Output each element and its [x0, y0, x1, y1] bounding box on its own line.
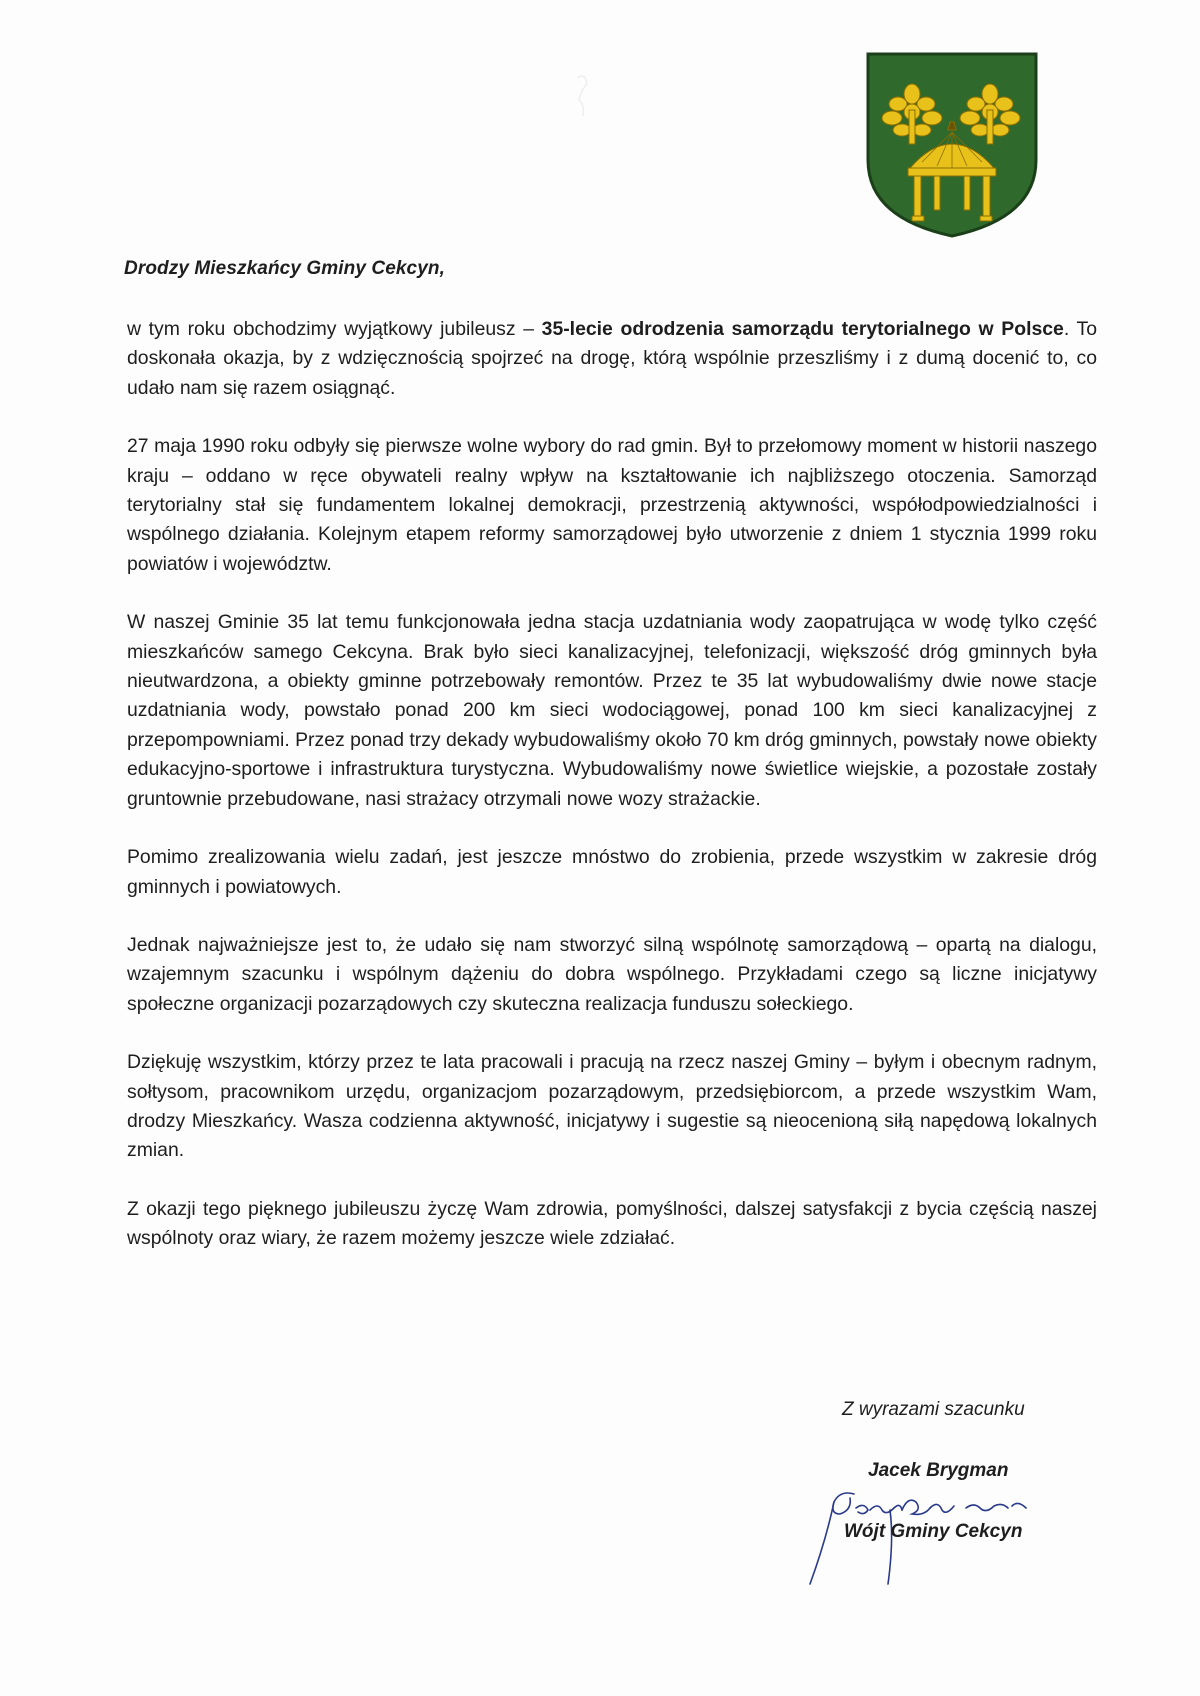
- paragraph-1: [127, 315, 1097, 403]
- signer-name: Jacek Brygman: [868, 1460, 1009, 1481]
- paragraph-3: W naszej Gminie 35 lat temu funkcjonowała jedna stacja uzdatniania wody zaopatrująca w wodę tylko część mieszkańców samego Cekcyna. Brak było sieci kanalizacyjnej, telefonizacji, większość dróg gminnych była nieutwardzona, a obiekty gminne potrzebowały remontów. Przez te 35 lat wybudowaliśmy dwie nowe stacje uzdatniania wody, powstało ponad 200 km sieci wodociągowej, ponad 100 km sieci kanalizacyjnej z przepompowniami. Przez ponad trzy dekady wybudowaliśmy około 70 km dróg gminnych, powstały nowe obiekty edukacyjno-sportowe i infrastruktura turystyczna. Wybudowaliśmy nowe świetlice wiejskie, a pozostałe zostały gruntownie przebudowane, nasi strażacy otrzymali nowe wozy strażackie.: [127, 611, 1097, 810]
- coat-of-arms-icon: [862, 50, 1042, 240]
- paragraph-6: Dziękuję wszystkim, którzy przez te lata pracowali i pracują na rzecz naszej Gminy – byłym i obecnym radnym, sołtysom, pracownikom urzędu, organizacjom pozarządowym, przedsiębiorcom, a przede wszystkim Wam, drodzy Mieszkańcy. Wasza codzienna aktywność, inicjatywy i sugestie są nieocenioną siłą napędową lokalnych zmian.: [127, 1051, 1097, 1162]
- signer-title: Wójt Gminy Cekcyn: [844, 1521, 1023, 1542]
- paragraph-1-lead: w tym roku obchodzimy wyjątkowy jubileusz –: [127, 318, 542, 340]
- letter-body: [127, 315, 1097, 1283]
- paragraph-1-rest: . To doskonała okazja, by z wdzięcznością spojrzeć na drogę, którą wspólnie przeszliśmy i z dumą docenić to, co udało nam się razem osiągnąć.: [127, 318, 1097, 399]
- scan-mark: [573, 70, 593, 120]
- jubilee-highlight: 35-lecie odrodzenia samorządu terytorialnego w Polsce: [541, 318, 1064, 340]
- paragraph-4: Pomimo zrealizowania wielu zadań, jest jeszcze mnóstwo do zrobienia, przede wszystkim w zakresie dróg gminnych i powiatowych.: [127, 846, 1097, 898]
- paragraph-5: Jednak najważniejsze jest to, że udało się nam stworzyć silną wspólnotę samorządową – opartą na dialogu, wzajemnym szacunku i wspólnym dążeniu do dobra wspólnego. Przykładami czego są liczne inicjatywy społeczne organizacji pozarządowych czy skuteczna realizacja funduszu sołeckiego.: [127, 933, 1097, 1015]
- paragraph-2: 27 maja 1990 roku odbyły się pierwsze wolne wybory do rad gmin. Był to przełomowy moment w historii naszego kraju – oddano w ręce obywateli realny wpływ na kształtowanie ich najbliższego otoczenia. Samorząd terytorialny stał się fundamentem lokalnej demokracji, przestrzenią aktywności, współodpowiedzialności i wspólnego działania. Kolejnym etapem reformy samorządowej było utworzenie z dniem 1 stycznia 1999 roku powiatów i województw.: [127, 435, 1097, 575]
- salutation: Drodzy Mieszkańcy Gminy Cekcyn,: [124, 258, 445, 279]
- closing-phrase: Z wyrazami szacunku: [842, 1399, 1025, 1420]
- paragraph-7: Z okazji tego pięknego jubileuszu życzę Wam zdrowia, pomyślności, dalszej satysfakcji z bycia częścią naszej wspólnoty oraz wiary, że razem możemy jeszcze wiele zdziałać.: [127, 1197, 1097, 1250]
